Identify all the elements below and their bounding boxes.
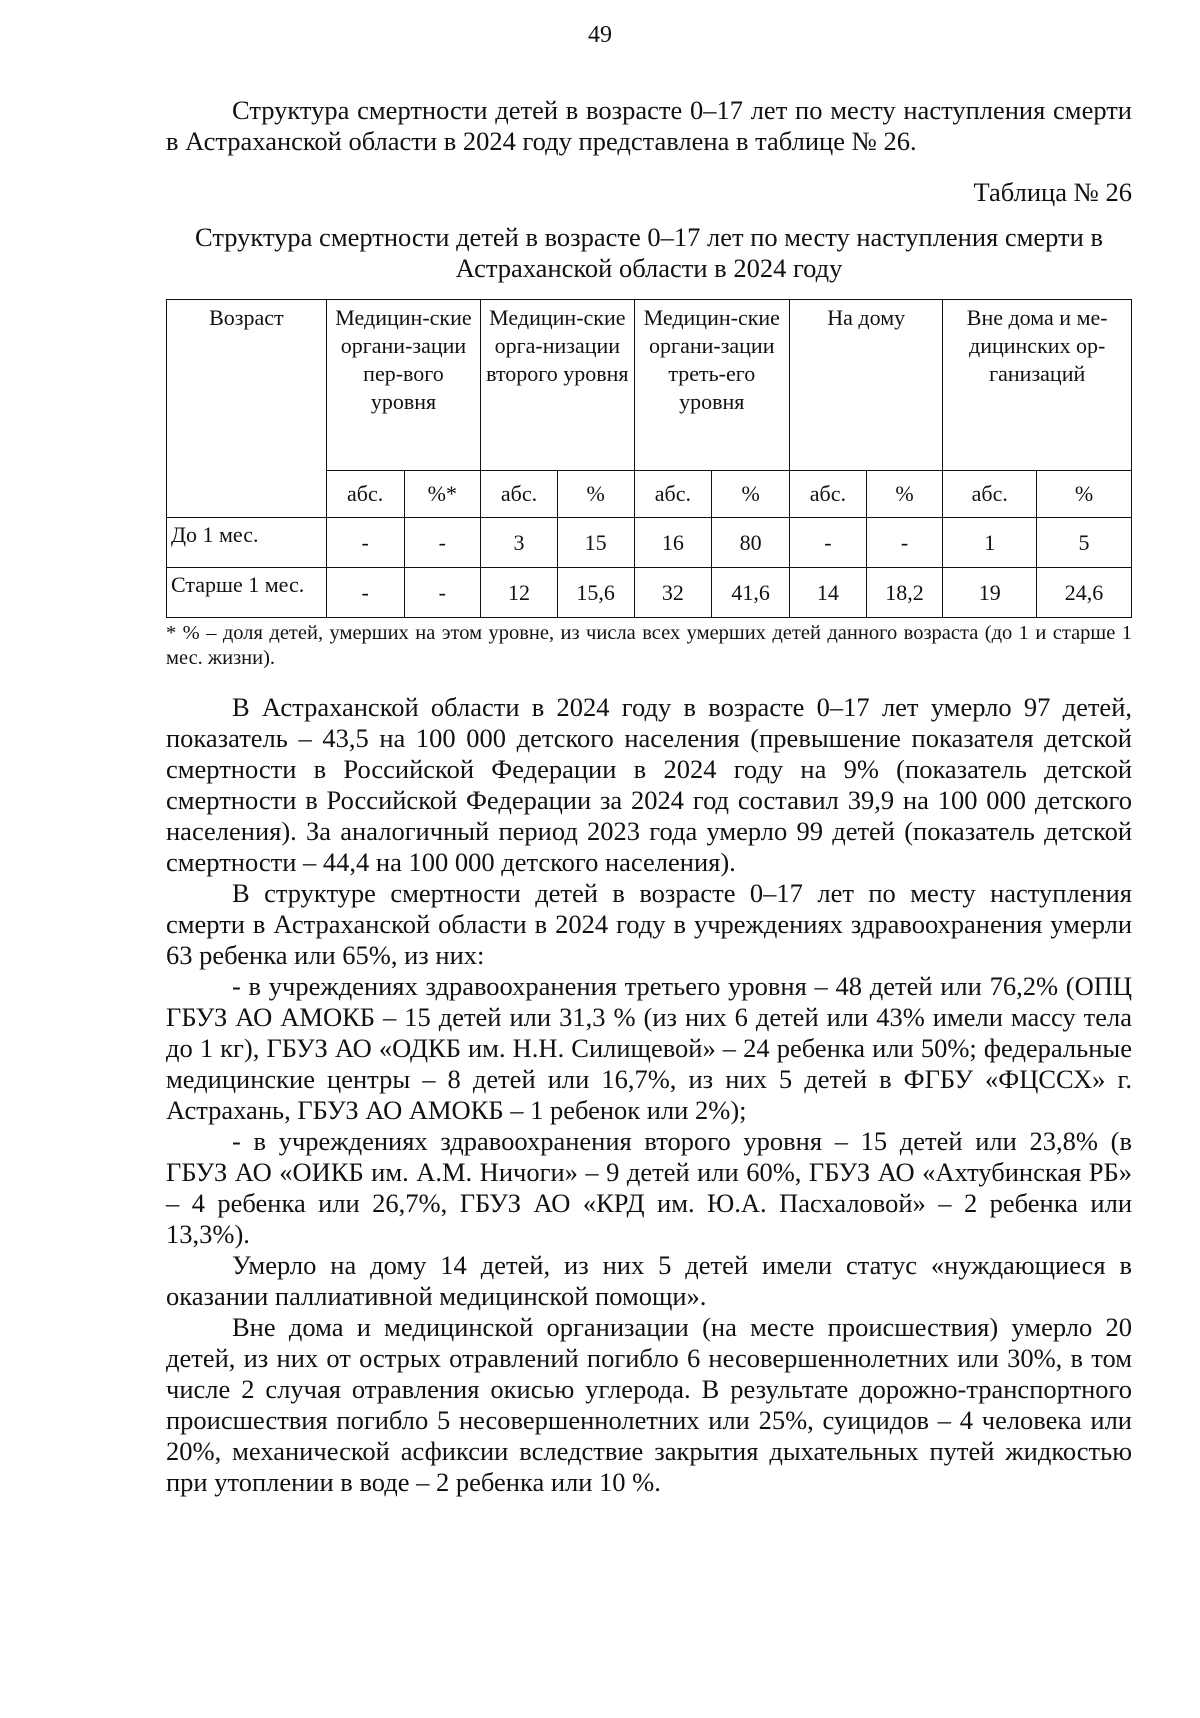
table-footnote: * % – доля детей, умерших на этом уровне, из числа всех умерших детей данного возраста (до 1 и старше 1 мес. жизни).	[166, 622, 1132, 669]
table-cell: 24,6	[1037, 568, 1132, 618]
table-cell: -	[404, 518, 481, 568]
group-header: На дому	[790, 300, 943, 471]
subheader-cell: абс.	[943, 471, 1037, 518]
table-cell: 19	[943, 568, 1037, 618]
list-item: - в учреждениях здравоохранения третьего уровня – 48 детей или 76,2% (ОПЦ ГБУЗ АО АМОКБ – 15 детей или 31,3 % (из них 6 детей или 43% имели массу тела до 1 кг), ГБУЗ АО «ОДКБ им. Н.Н. Силищевой» – 24 ребенка или 50%; федеральные медицинские центры – 8 детей или 16,7%, из них 5 детей в ФГБУ «ФЦССХ» г. Астрахань, ГБУЗ АО АМОКБ – 1 ребенок или 2%);	[166, 971, 1132, 1125]
subheader-cell: %	[557, 471, 634, 518]
table-cell: 12	[481, 568, 558, 618]
table-cell: -	[326, 518, 404, 568]
subheader-cell: абс.	[481, 471, 558, 518]
body-paragraph: В структуре смертности детей в возрасте 0–17 лет по месту наступления смерти в Астраханской области в 2024 году в учреждениях здравоохранения умерли 63 ребенка или 65%, из них:	[166, 878, 1132, 970]
subheader-cell: %	[866, 471, 943, 518]
table-cell: 14	[790, 568, 867, 618]
page-number: 49	[588, 22, 612, 48]
subheader-cell: %*	[404, 471, 481, 518]
table-cell: 41,6	[712, 568, 790, 618]
table-cell: -	[326, 568, 404, 618]
table-cell: 80	[712, 518, 790, 568]
mortality-table	[166, 299, 1132, 618]
table-title: Структура смертности детей в возрасте 0–17 лет по месту наступления смерти в Астраханской области в 2024 году	[195, 222, 1103, 283]
table-row	[167, 568, 1132, 618]
subheader-cell: абс.	[790, 471, 867, 518]
table-cell: 1	[943, 518, 1037, 568]
age-cell: До 1 мес.	[167, 518, 327, 568]
subheader-cell: %	[1037, 471, 1132, 518]
table-cell: 32	[634, 568, 712, 618]
table-cell: -	[790, 518, 867, 568]
group-header: Медицин-ские орга-низации второго уровня	[481, 300, 634, 471]
group-header: Медицин-ские органи-зации пер-вого уровня	[326, 300, 480, 471]
body-paragraph: В Астраханской области в 2024 году в возрасте 0–17 лет умерло 97 детей, показатель – 43,5 на 100 000 детского населения (превышение показателя детской смертности в Российской Федерации в 2024 году на 9% (показатель детской смертности в Российской Федерации за 2024 год составил 39,9 на 100 000 детского населения). За аналогичный период 2023 года умерло 99 детей (показатель детской смертности – 44,4 на 100 000 детского населения).	[166, 692, 1132, 877]
table-cell: 5	[1037, 518, 1132, 568]
body-paragraph: Вне дома и медицинской организации (на месте происшествия) умерло 20 детей, из них от острых отравлений погибло 6 несовершеннолетних или 30%, в том числе 2 случая отравления окисью углерода. В результате дорожно-транспортного происшествия погибло 5 несовершеннолетних или 25%, суицидов – 4 человека или 20%, механической асфиксии вследствие закрытия дыхательных путей жидкостью при утоплении в воде – 2 ребенка или 10 %.	[166, 1312, 1132, 1497]
table-cell: -	[866, 518, 943, 568]
table-row	[167, 518, 1132, 568]
age-cell: Старше 1 мес.	[167, 568, 327, 618]
subheader-cell: абс.	[326, 471, 404, 518]
table-cell: 3	[481, 518, 558, 568]
table-cell: 16	[634, 518, 712, 568]
group-header: Вне дома и ме-дицинских ор-ганизаций	[943, 300, 1132, 471]
group-header: Медицин-ские органи-зации треть-его уровня	[634, 300, 790, 471]
subheader-cell: %	[712, 471, 790, 518]
body-paragraph: Умерло на дому 14 детей, из них 5 детей имели статус «нуждающиеся в оказании паллиативной медицинской помощи».	[166, 1250, 1132, 1311]
list-item: - в учреждениях здравоохранения второго уровня – 15 детей или 23,8% (в ГБУЗ АО «ОИКБ им. А.М. Ничоги» – 9 детей или 60%, ГБУЗ АО «Ахтубинская РБ» – 4 ребенка или 26,7%, ГБУЗ АО «КРД им. Ю.А. Пасхаловой» – 2 ребенка или 13,3%).	[166, 1126, 1132, 1249]
page-content	[166, 95, 1132, 1498]
subheader-cell: абс.	[634, 471, 712, 518]
table-cell: -	[404, 568, 481, 618]
intro-paragraph: Структура смертности детей в возрасте 0–17 лет по месту наступления смерти в Астраханской области в 2024 году представлена в таблице № 26.	[166, 95, 1132, 156]
table-cell: 18,2	[866, 568, 943, 618]
table-cell: 15,6	[557, 568, 634, 618]
table-cell: 15	[557, 518, 634, 568]
age-header: Возраст	[167, 300, 327, 518]
table-label: Таблица № 26	[973, 177, 1132, 207]
